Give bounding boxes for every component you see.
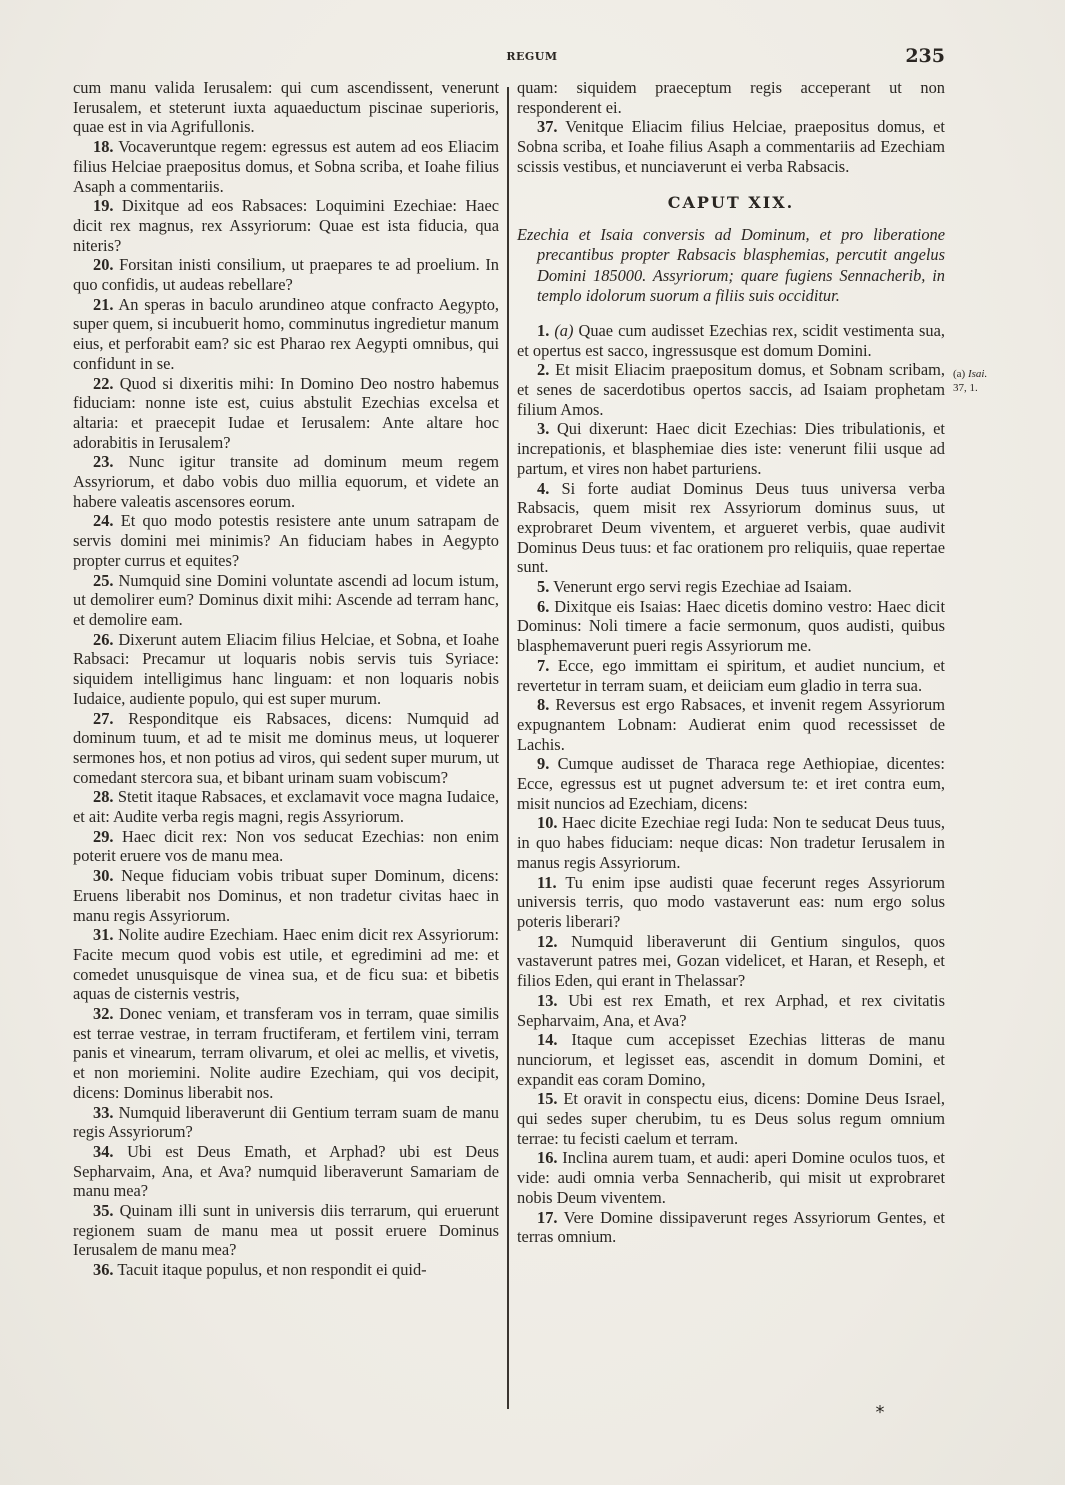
verse-number: 10. bbox=[537, 813, 558, 833]
verse-number: 12. bbox=[537, 931, 558, 951]
verse bbox=[73, 827, 499, 866]
verse-number: 20. bbox=[93, 255, 114, 275]
verse-text: Quod si dixeritis mihi: In Domino Deo nostro habemus fiduciam: nonne iste est, cuius abstulit Ezechias excelsa et altaria: et praecepit Iudae et Ierusalem: Ante altare hoc adorabitis in Ierusalem? bbox=[73, 373, 499, 452]
verse bbox=[517, 813, 945, 872]
verse-number: 24. bbox=[93, 511, 114, 531]
verse-number: 27. bbox=[93, 708, 114, 728]
verse bbox=[73, 925, 499, 1004]
verse-text: Ubi est rex Emath, et rex Arphad, et rex civitatis Sepharvaim, Ana, et Ava? bbox=[517, 990, 945, 1030]
verse bbox=[517, 1089, 945, 1148]
left-column bbox=[73, 78, 499, 1280]
chapter-title: CAPUT XIX. bbox=[667, 192, 795, 212]
verse-text: Reversus est ergo Rabsaces, et invenit regem Assyriorum expugnantem Lobnam: Audierat enim quod recessisset de Lachis. bbox=[517, 695, 945, 754]
verse bbox=[73, 1004, 499, 1103]
verse-number: 11. bbox=[537, 872, 557, 892]
verse-text: Haec dicite Ezechiae regi Iuda: Non te seducat Deus tuus, in quo habes fiduciam: neque dicas: Non tradetur Ierusalem in manus regis Assyriorum. bbox=[517, 813, 945, 872]
verse bbox=[517, 577, 945, 597]
verse-text: quam: siquidem praeceptum regis acceperant ut non responderent ei. bbox=[517, 78, 945, 117]
chapter-summary: Ezechia et Isaia conversis ad Dominum, et pro liberatione precantibus propter Rabsacis blasphemias, percutit angelus Domini 185000. Assyriorum; quare fugiens Sennacherib, in templo idolorum suorum a filiis suis occiditur. bbox=[517, 224, 945, 306]
verse-text: An speras in baculo arundineo atque confracto Aegypto, super quem, si incubuerit homo, comminutus ingredietur manum eius, et perforabit eam? sic est Pharao rex Aegypti omnibus, qui confidunt in se. bbox=[73, 294, 499, 373]
verse bbox=[517, 419, 945, 478]
verse-text: Vocaveruntque regem: egressus est autem ad eos Eliacim filius Helciae praepositus domus, et Sobna scriba, et Ioahe filius Asaph a commentariis. bbox=[73, 137, 499, 196]
verse bbox=[73, 374, 499, 453]
verse-number: 22. bbox=[93, 373, 114, 393]
verse-number: 25. bbox=[93, 570, 114, 590]
verse-number: 4. bbox=[537, 478, 550, 498]
right-column-continuation bbox=[517, 78, 945, 177]
verse bbox=[73, 571, 499, 630]
verse bbox=[517, 1148, 945, 1207]
continued-text bbox=[517, 78, 945, 117]
verse bbox=[517, 321, 945, 360]
verse-number: 35. bbox=[93, 1201, 114, 1221]
verse-number: 3. bbox=[537, 419, 550, 439]
verse-text: Inclina aurem tuam, et audi: aperi Domine oculos tuos, et vide: audi omnia verba Sennacherib, qui misit ut exprobraret nobis Deum viventem. bbox=[517, 1148, 945, 1207]
verse-number: 5. bbox=[537, 577, 550, 597]
footnote-reference: (a) bbox=[554, 320, 574, 340]
verse-number: 26. bbox=[93, 629, 114, 649]
verse-text: Venitque Eliacim filius Helciae, praepositus domus, et Sobna scriba, et Ioahe filius Asaph a commentariis ad Ezechiam scissis vestibus, et nunciaverunt ei verba Rabsacis. bbox=[517, 117, 945, 176]
verse-number: 21. bbox=[93, 294, 114, 314]
verse-text: Qui dixerunt: Haec dicit Ezechias: Dies tribulationis, et increpationis, et blasphemiae dies iste: venerunt filii usque ad partum, et vires non habet parturiens. bbox=[517, 419, 945, 478]
verse bbox=[517, 695, 945, 754]
verse-text: Et oravit in conspectu eius, dicens: Domine Deus Israel, qui sedes super cherubim, tu es Deus solus regum omnium terrae: tu fecisti caelum et terram. bbox=[517, 1089, 945, 1148]
verse-number: 32. bbox=[93, 1004, 114, 1024]
verse-number: 6. bbox=[537, 596, 550, 616]
verse bbox=[73, 1103, 499, 1142]
verse-text: Quinam illi sunt in universis diis terrarum, qui eruerunt regionem suam de manu mea ut possit eruere Dominus Ierusalem de manu mea? bbox=[73, 1201, 499, 1260]
verse-number: 16. bbox=[537, 1148, 558, 1168]
verse-text: Donec veniam, et transferam vos in terram, quae similis est terrae vestrae, in terram fructiferam, et fertilem vini, terram panis et vinearum, terram olivarum, et olei ac mellis, et vivetis, et non moriemini. Nolite audire Ezechiam, qui vos decipit, dicens: Dominus liberabit nos. bbox=[73, 1004, 499, 1102]
verse bbox=[73, 1260, 499, 1280]
verse-text: Et misit Eliacim praepositum domus, et Sobnam scribam, et senes de sacerdotibus opertos saccis, ad Isaiam prophetam filium Amos. bbox=[517, 360, 945, 419]
verse-text: Stetit itaque Rabsaces, et exclamavit voce magna Iudaice, et ait: Audite verba regis magni, regis Assyriorum. bbox=[73, 787, 499, 827]
verse-number: 37. bbox=[537, 117, 558, 137]
verse-text: Nunc igitur transite ad dominum meum regem Assyriorum, et dabo vobis duo millia equorum, et videte an habere valeatis ascensores eorum. bbox=[73, 452, 499, 511]
verse-text: Dixitque ad eos Rabsaces: Loquimini Ezechiae: Haec dicit rex magnus, rex Assyriorum: Quae est ista fiducia, qua niteris? bbox=[73, 196, 499, 255]
verse-number: 31. bbox=[93, 925, 114, 945]
verse-text: Tacuit itaque populus, et non respondit ei quid- bbox=[117, 1260, 427, 1280]
verse bbox=[73, 452, 499, 511]
verse-number: 7. bbox=[537, 655, 550, 675]
verse-text: Forsitan inisti consilium, ut praepares te ad proelium. In quo confidis, ut audeas rebellare? bbox=[73, 255, 499, 295]
verse-number: 33. bbox=[93, 1102, 114, 1122]
verse bbox=[73, 1201, 499, 1260]
verse bbox=[73, 787, 499, 826]
verse-number: 17. bbox=[537, 1207, 558, 1227]
verse-text: Ecce, ego immittam ei spiritum, et audiet nuncium, et revertetur in terram suam, et deiiciam eum gladio in terra sua. bbox=[517, 655, 945, 695]
verse bbox=[73, 709, 499, 788]
verse bbox=[517, 479, 945, 578]
verse-number: 1. bbox=[537, 320, 550, 340]
marginal-citation: 37, 1. bbox=[953, 382, 978, 394]
verse bbox=[73, 630, 499, 709]
verse bbox=[517, 1030, 945, 1089]
verse-number: 29. bbox=[93, 826, 114, 846]
verse bbox=[73, 1142, 499, 1201]
verse-number: 18. bbox=[93, 137, 114, 157]
verse bbox=[73, 137, 499, 196]
footnote-letter: a bbox=[559, 320, 568, 340]
verse-text: Si forte audiat Dominus Deus tuus universa verba Rabsacis, quem misit rex Assyriorum dominus suus, ut exprobraret Deum viventem, et argueret verbis, quae audivit Dominus Deus tuus: et fac orationem pro reliquiis, quae repertae sunt. bbox=[517, 478, 945, 577]
marginal-book: Isai. bbox=[967, 368, 988, 380]
verse-text: Itaque cum accepisset Ezechias litteras de manu nunciorum, et legisset eas, ascendit in domum Domini, et expandit eas coram Domino, bbox=[517, 1030, 945, 1089]
column-divider bbox=[507, 87, 509, 1409]
running-head: REGUM bbox=[506, 50, 558, 63]
verse bbox=[517, 873, 945, 932]
verse bbox=[517, 754, 945, 813]
verse-text: cum manu valida Ierusalem: qui cum ascendissent, venerunt Ierusalem, et steterunt iuxta aquaeductum piscinae superioris, quae est in via Agrifullonis. bbox=[73, 78, 499, 137]
verse-number: 36. bbox=[93, 1260, 114, 1280]
page-number: 235 bbox=[905, 45, 945, 67]
verse-text: Quae cum audisset Ezechias rex, scidit vestimenta sua, et opertus est sacco, ingressusque est domum Domini. bbox=[517, 320, 945, 360]
right-column bbox=[517, 78, 945, 1247]
verse-number: 2. bbox=[537, 360, 550, 380]
verse bbox=[517, 360, 945, 419]
verse-text: Et quo modo potestis resistere ante unum satrapam de servis domini mei minimis? An fiduciam habes in Aegypto propter currus et equites? bbox=[73, 511, 499, 570]
verse-number: 14. bbox=[537, 1030, 558, 1050]
marginal-ref: (a) bbox=[953, 368, 966, 380]
verse-text: Dixitque eis Isaias: Haec dicetis domino vestro: Haec dicit Dominus: Noli timere a facie sermonum, quos audisti, quibus blasphemaverunt pueri regis Assyriorum me. bbox=[517, 596, 946, 656]
verse bbox=[517, 656, 945, 695]
verse bbox=[517, 597, 945, 656]
asterisk-ornament: * bbox=[875, 1402, 885, 1423]
verse bbox=[73, 295, 499, 374]
verse-number: 28. bbox=[93, 787, 114, 807]
marginal-note bbox=[953, 367, 1023, 395]
verse-number: 30. bbox=[93, 866, 114, 886]
verse-text: Numquid sine Domini voluntate ascendi ad locum istum, ut demolirer eum? Dominus dixit mihi: Ascende ad terram hanc, et demolire eam. bbox=[73, 570, 499, 629]
verse-number: 15. bbox=[537, 1089, 558, 1109]
verse-text: Cumque audisset de Tharaca rege Aethiopiae, dicentes: Ecce, egressus est ut pugnet adversum te: et iret contra eum, misit nuncios ad Ezechiam, dicens: bbox=[517, 754, 945, 813]
verse-text: Haec dicit rex: Non vos seducat Ezechias: non enim poterit eruere vos de manu mea. bbox=[73, 826, 499, 866]
verse-text: Numquid liberaverunt dii Gentium terram suam de manu regis Assyriorum? bbox=[73, 1102, 499, 1142]
right-column-verses bbox=[517, 360, 945, 1247]
verse-text: Neque fiduciam vobis tribuat super Dominum, dicens: Eruens liberabit nos Dominus, et non tradetur civitas haec in manu regis Assyriorum. bbox=[73, 866, 499, 925]
verse-number: 19. bbox=[93, 196, 114, 216]
continued-text bbox=[73, 78, 499, 137]
verse-text: Numquid liberaverunt dii Gentium singulos, quos vastaverunt patres mei, Gozan videlicet, et Haran, et Reseph, et filios Eden, qui erant in Thelassar? bbox=[517, 931, 945, 991]
verse-number: 23. bbox=[93, 452, 114, 472]
verse bbox=[517, 991, 945, 1030]
verse-number: 8. bbox=[537, 695, 550, 715]
verse bbox=[517, 1208, 945, 1247]
verse bbox=[73, 196, 499, 255]
verse-number: 9. bbox=[537, 754, 550, 774]
verse-number: 13. bbox=[537, 990, 558, 1010]
verse-text: Dixerunt autem Eliacim filius Helciae, et Sobna, et Ioahe Rabsaci: Precamur ut loquaris nobis servis tuis Syriace: siquidem intelligimus hanc linguam: et non loquaris nobis Iudaice, audiente populo, qui est super murum. bbox=[73, 629, 499, 708]
verse-text: Venerunt ergo servi regis Ezechiae ad Isaiam. bbox=[553, 577, 852, 597]
verse bbox=[517, 932, 945, 991]
verse bbox=[73, 511, 499, 570]
verse-text: Tu enim ipse audisti quae fecerunt reges Assyriorum universis terris, quo modo vastaverunt eas: num ergo solus poteris liberari? bbox=[517, 872, 945, 931]
verse-number: 34. bbox=[93, 1141, 114, 1161]
verse-text: Ubi est Deus Emath, et Arphad? ubi est Deus Sepharvaim, Ana, et Ava? numquid liberaverunt Samariam de manu mea? bbox=[73, 1141, 499, 1201]
verse bbox=[73, 255, 499, 294]
verse-text: Nolite audire Ezechiam. Haec enim dicit rex Assyriorum: Facite mecum quod vobis est utile, et egredimini ad me: et comedet unusquisque de vinea sua, et de ficu sua: et bibetis aquas de cisternis vestris, bbox=[73, 925, 499, 1004]
verse bbox=[73, 866, 499, 925]
verse-text: Vere Domine dissipaverunt reges Assyriorum Gentes, et terras omnium. bbox=[517, 1207, 945, 1247]
verse-text: Responditque eis Rabsaces, dicens: Numquid ad dominum tuum, et ad te misit me dominus meus, ut loquerer sermones hos, et non potius ad viros, qui sedent super murum, ut comedant stercora sua, et bibant urinam suam vobiscum? bbox=[73, 708, 499, 787]
verse bbox=[517, 117, 945, 176]
